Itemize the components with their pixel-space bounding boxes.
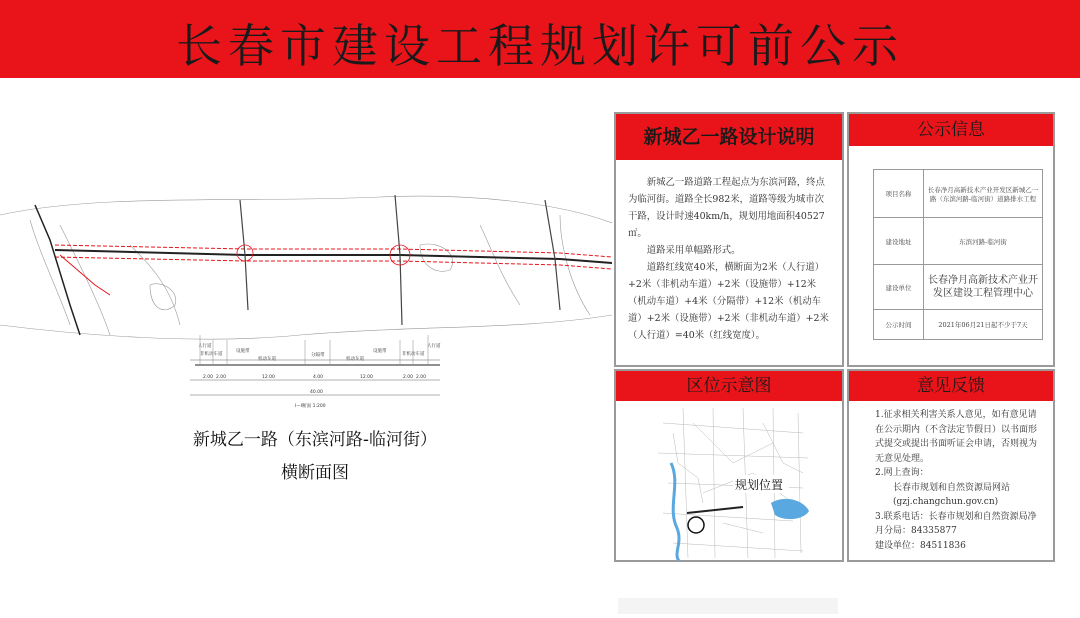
- design-paragraph-2: 道路采用单幅路形式。: [646, 245, 741, 256]
- width-label: 2.00: [416, 375, 427, 380]
- section-label-motor-right: 机动车道: [346, 357, 364, 362]
- section-label-facility-left: 设施带: [236, 349, 250, 354]
- table-row: [874, 265, 1043, 310]
- header-banner: [0, 0, 1080, 78]
- info-value: 长春净月高新技术产业开发区新城乙一路（东滨河路-临河街）道路排水工程: [924, 170, 1043, 218]
- river: [671, 463, 679, 561]
- planned-location-label: 规划位置: [735, 478, 784, 492]
- drawing-caption-title: 新城乙一路（东滨河路-临河街）: [192, 430, 438, 450]
- feedback-line: 建设单位：84511836: [875, 540, 966, 551]
- feedback-title: 意见反馈: [849, 371, 1053, 401]
- width-label: 2.00: [403, 375, 414, 380]
- feedback-line: 3.联系电话：长春市规划和自然资源局净月分局：84335877: [875, 511, 1037, 536]
- info-key: 公示时间: [874, 310, 924, 340]
- feedback-line: 2.网上查询：: [875, 468, 929, 478]
- design-description: [628, 174, 832, 344]
- section-label-nonmotor-left: 非机动车道: [200, 352, 223, 357]
- section-label-sidewalk-left: 人行道: [198, 344, 212, 349]
- width-label: 12.00: [360, 375, 373, 380]
- info-value: 东滨河路-临河街: [924, 218, 1043, 265]
- feedback-body: [875, 408, 1043, 553]
- drawing-caption-subtitle: 横断面图: [281, 463, 349, 483]
- public-info-table: [873, 169, 1043, 340]
- road-plan: [0, 196, 612, 339]
- table-row: [874, 218, 1043, 265]
- section-label-motor-left: 机动车道: [258, 357, 276, 362]
- info-key: 建设单位: [874, 265, 924, 310]
- location-map: [653, 403, 813, 561]
- website-link[interactable]: (gzj.changchun.gov.cn): [893, 497, 999, 507]
- width-label: 4.00: [313, 375, 324, 380]
- width-label: 12.00: [262, 375, 275, 380]
- public-info-title: 公示信息: [849, 114, 1053, 146]
- location-map-title: 区位示意图: [616, 371, 842, 401]
- scale-label: I—I断面 1:200: [295, 404, 326, 409]
- total-width-label: 40.00: [310, 390, 323, 395]
- page-title: 长春市建设工程规划许可前公示: [176, 19, 904, 73]
- planned-location-circle: [688, 517, 704, 533]
- project-road: [687, 507, 743, 513]
- road-centerline: [35, 195, 612, 335]
- design-panel-title: 新城乙一路设计说明: [616, 114, 842, 160]
- table-row: [874, 170, 1043, 218]
- width-label: 2.00: [216, 375, 227, 380]
- feedback-line: 1.征求相关利害关系人意见，如有意见请在公示期内（不含法定节假日）以书面形式提交或提出书面听证会申请，否则视为无意见处理。: [875, 410, 1038, 464]
- section-label-nonmotor-right: 非机动车道: [402, 352, 425, 357]
- feedback-line: 长春市规划和自然资源局网站: [893, 482, 1011, 493]
- location-map-panel: [614, 369, 844, 562]
- feedback-panel: [847, 369, 1055, 562]
- design-paragraph-3: 道路红线宽40米，横断面为2米（人行道）+2米（非机动车道）+2米（设施带）+12米（机动车道）+4米（分隔带）+12米（机动车道）+2米（设施带）+2米（非机动车道）+2米（人行道）=40米（红线宽度）。: [628, 262, 829, 341]
- info-value: 2021年06月21日起不少于7天: [924, 310, 1043, 340]
- lake: [771, 499, 809, 519]
- info-value: 长春净月高新技术产业开发区建设工程管理中心: [924, 265, 1043, 310]
- info-key: 项目名称: [874, 170, 924, 218]
- section-label-sidewalk-right: 人行道: [427, 344, 441, 349]
- design-panel: [614, 112, 844, 367]
- public-info-panel: [847, 112, 1055, 367]
- cross-section: [190, 335, 441, 409]
- road-drawing: [0, 185, 612, 420]
- bottom-shadow: [618, 598, 838, 614]
- table-row: [874, 310, 1043, 340]
- width-label: 2.00: [203, 375, 214, 380]
- info-key: 建设地址: [874, 218, 924, 265]
- design-paragraph-1: 新城乙一路道路工程起点为东滨河路，终点为临河街。道路全长982米，道路等级为城市次干路，设计时速40km/h，规划用地面积40527㎡。: [628, 177, 825, 239]
- section-label-facility-right: 设施带: [373, 349, 387, 354]
- section-label-median: 分隔带: [311, 353, 325, 358]
